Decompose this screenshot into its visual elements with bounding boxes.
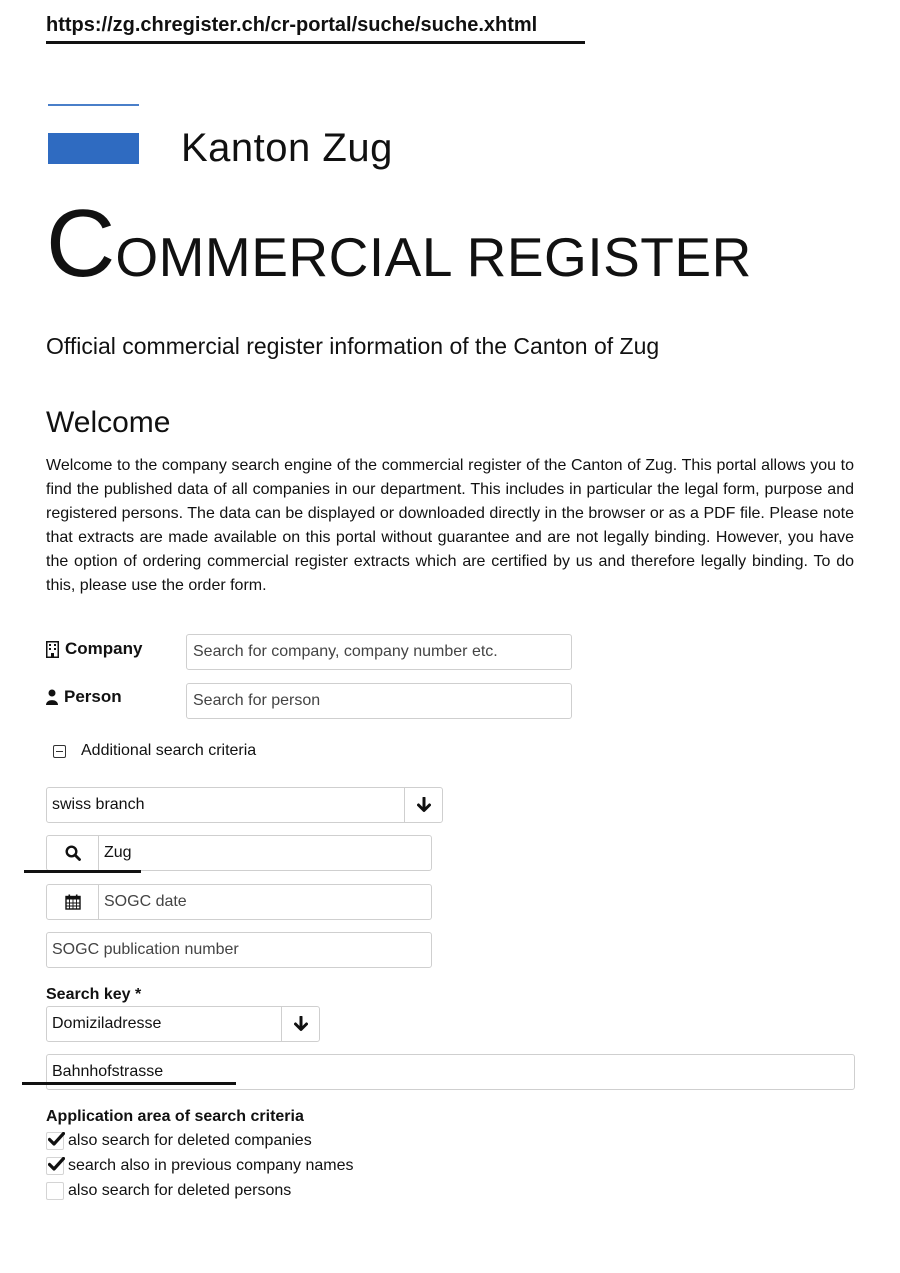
welcome-text: Welcome to the company search engine of the commercial register of the Canton of Zug. This portal allows you to find the published data of all companies in our department. This includes in particular the legal form, purpose and registered persons. The data can be displayed or downloaded directly in the browser or as a PDF file. Please note that extracts are made available on this portal without guarantee and are not legally binding. However, you have the option of ordering commercial register extracts which are certified by us and therefore legally binding. To do this, please use the order form. xyxy=(46,457,854,594)
logo-line xyxy=(48,104,139,106)
page-title xyxy=(46,190,752,297)
option-deleted-companies[interactable] xyxy=(46,1132,312,1150)
calendar-icon xyxy=(65,894,81,910)
company-label xyxy=(46,639,142,659)
additional-search-criteria-toggle[interactable] xyxy=(53,742,256,760)
search-icon xyxy=(65,845,81,861)
logo-text: Kanton Zug xyxy=(181,126,393,170)
arrow-down-icon xyxy=(294,1016,308,1032)
person-label-text: Person xyxy=(64,687,122,706)
person-label xyxy=(46,687,122,707)
page-url: https://zg.chregister.ch/cr-portal/suche/suche.xhtml xyxy=(46,14,538,36)
sogc-date-picker-button[interactable] xyxy=(47,885,99,919)
location-input[interactable] xyxy=(99,836,431,870)
company-label-text: Company xyxy=(65,639,143,658)
deleted-companies-checkbox[interactable] xyxy=(46,1132,64,1150)
location-underline-annotation xyxy=(24,870,141,873)
search-key-underline-annotation xyxy=(22,1082,236,1085)
option-deleted-persons[interactable] xyxy=(46,1182,291,1200)
company-search-input[interactable] xyxy=(186,634,572,670)
url-underline-annotation xyxy=(46,41,585,44)
page-subtitle: Official commercial register information of the Canton of Zug xyxy=(46,333,660,359)
branch-select-value: swiss branch xyxy=(52,796,145,813)
search-key-label: Search key * xyxy=(46,986,142,1003)
deleted-persons-checkbox[interactable] xyxy=(46,1182,64,1200)
branch-select-arrow[interactable] xyxy=(404,788,442,822)
search-key-select-value: Domiziladresse xyxy=(52,1015,162,1032)
canton-flag-logo xyxy=(48,133,139,164)
sogc-publication-number-input[interactable] xyxy=(46,932,432,968)
minus-square-icon xyxy=(53,745,66,758)
option-previous-names[interactable] xyxy=(46,1157,353,1175)
sogc-date-input[interactable] xyxy=(99,885,431,919)
building-icon xyxy=(46,641,59,658)
person-search-input[interactable] xyxy=(186,683,572,719)
location-field xyxy=(46,835,432,871)
previous-names-label: search also in previous company names xyxy=(68,1157,354,1174)
page-title-rest: OMMERCIAL REGISTER xyxy=(115,226,752,288)
branch-select[interactable] xyxy=(46,787,443,823)
page-title-initial: C xyxy=(46,190,116,297)
location-search-button[interactable] xyxy=(47,836,99,870)
sogc-date-field xyxy=(46,884,432,920)
deleted-persons-label: also search for deleted persons xyxy=(68,1182,292,1199)
search-key-select-arrow[interactable] xyxy=(281,1007,319,1041)
previous-names-checkbox[interactable] xyxy=(46,1157,64,1175)
check-icon xyxy=(48,1157,65,1172)
welcome-heading: Welcome xyxy=(46,406,171,439)
person-icon xyxy=(46,689,58,705)
arrow-down-icon xyxy=(417,797,431,813)
additional-search-criteria-label: Additional search criteria xyxy=(81,742,257,759)
check-icon xyxy=(48,1132,65,1147)
search-key-select[interactable] xyxy=(46,1006,320,1042)
deleted-companies-label: also search for deleted companies xyxy=(68,1132,312,1149)
application-area-label: Application area of search criteria xyxy=(46,1108,304,1125)
